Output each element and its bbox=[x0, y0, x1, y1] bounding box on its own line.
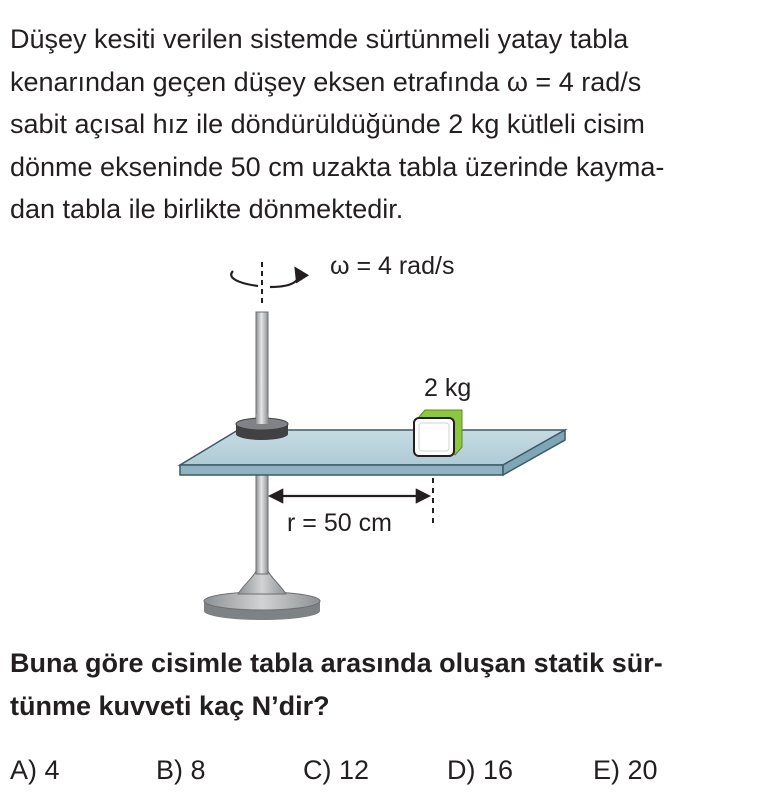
omega-label: ω = 4 rad/s bbox=[330, 252, 455, 280]
rotating-table-diagram bbox=[0, 240, 762, 625]
option-e[interactable] bbox=[593, 750, 658, 790]
stand-rod-upper bbox=[256, 312, 268, 422]
option-letter: C) bbox=[303, 755, 332, 785]
option-letter: B) bbox=[156, 755, 183, 785]
option-a[interactable] bbox=[10, 750, 60, 790]
option-value: 12 bbox=[339, 755, 370, 785]
option-letter: E) bbox=[593, 755, 620, 785]
mass-label: 2 kg bbox=[424, 374, 472, 402]
option-value: 16 bbox=[483, 755, 514, 785]
stand-base bbox=[204, 571, 320, 620]
option-d[interactable] bbox=[447, 750, 513, 790]
question-line: tünme kuvveti kaç N’dir? bbox=[10, 691, 330, 721]
problem-text bbox=[10, 18, 750, 231]
rotation-arrow-icon bbox=[231, 269, 298, 287]
option-c[interactable] bbox=[303, 750, 369, 790]
option-value: 20 bbox=[627, 755, 658, 785]
question-line: Buna göre cisimle tabla arasında oluşan statik sür- bbox=[10, 648, 663, 678]
rod-collar bbox=[236, 414, 288, 440]
option-letter: A) bbox=[10, 755, 37, 785]
horizontal-table bbox=[180, 430, 565, 475]
problem-line: dan tabla ile birlikte dönmektedir. bbox=[10, 194, 404, 224]
option-value: 4 bbox=[44, 755, 60, 785]
problem-line: dönme ekseninde 50 cm uzakta tabla üzerinde kayma- bbox=[10, 151, 665, 182]
problem-line: kenarından geçen düşey eksen etrafında ω = 4 rad/s bbox=[10, 66, 642, 97]
answer-options bbox=[0, 750, 762, 790]
mass-block bbox=[414, 410, 462, 456]
option-value: 8 bbox=[190, 755, 206, 785]
option-letter: D) bbox=[447, 755, 476, 785]
question-text bbox=[10, 642, 750, 728]
option-b[interactable] bbox=[156, 750, 206, 790]
stand-rod-lower bbox=[256, 472, 268, 574]
radius-label: r = 50 cm bbox=[287, 509, 392, 537]
problem-line: sabit açısal hız ile döndürüldüğünde 2 kg kütleli cisim bbox=[10, 109, 645, 139]
problem-line: Düşey kesiti verilen sistemde sürtünmeli yatay tabla bbox=[10, 24, 629, 54]
